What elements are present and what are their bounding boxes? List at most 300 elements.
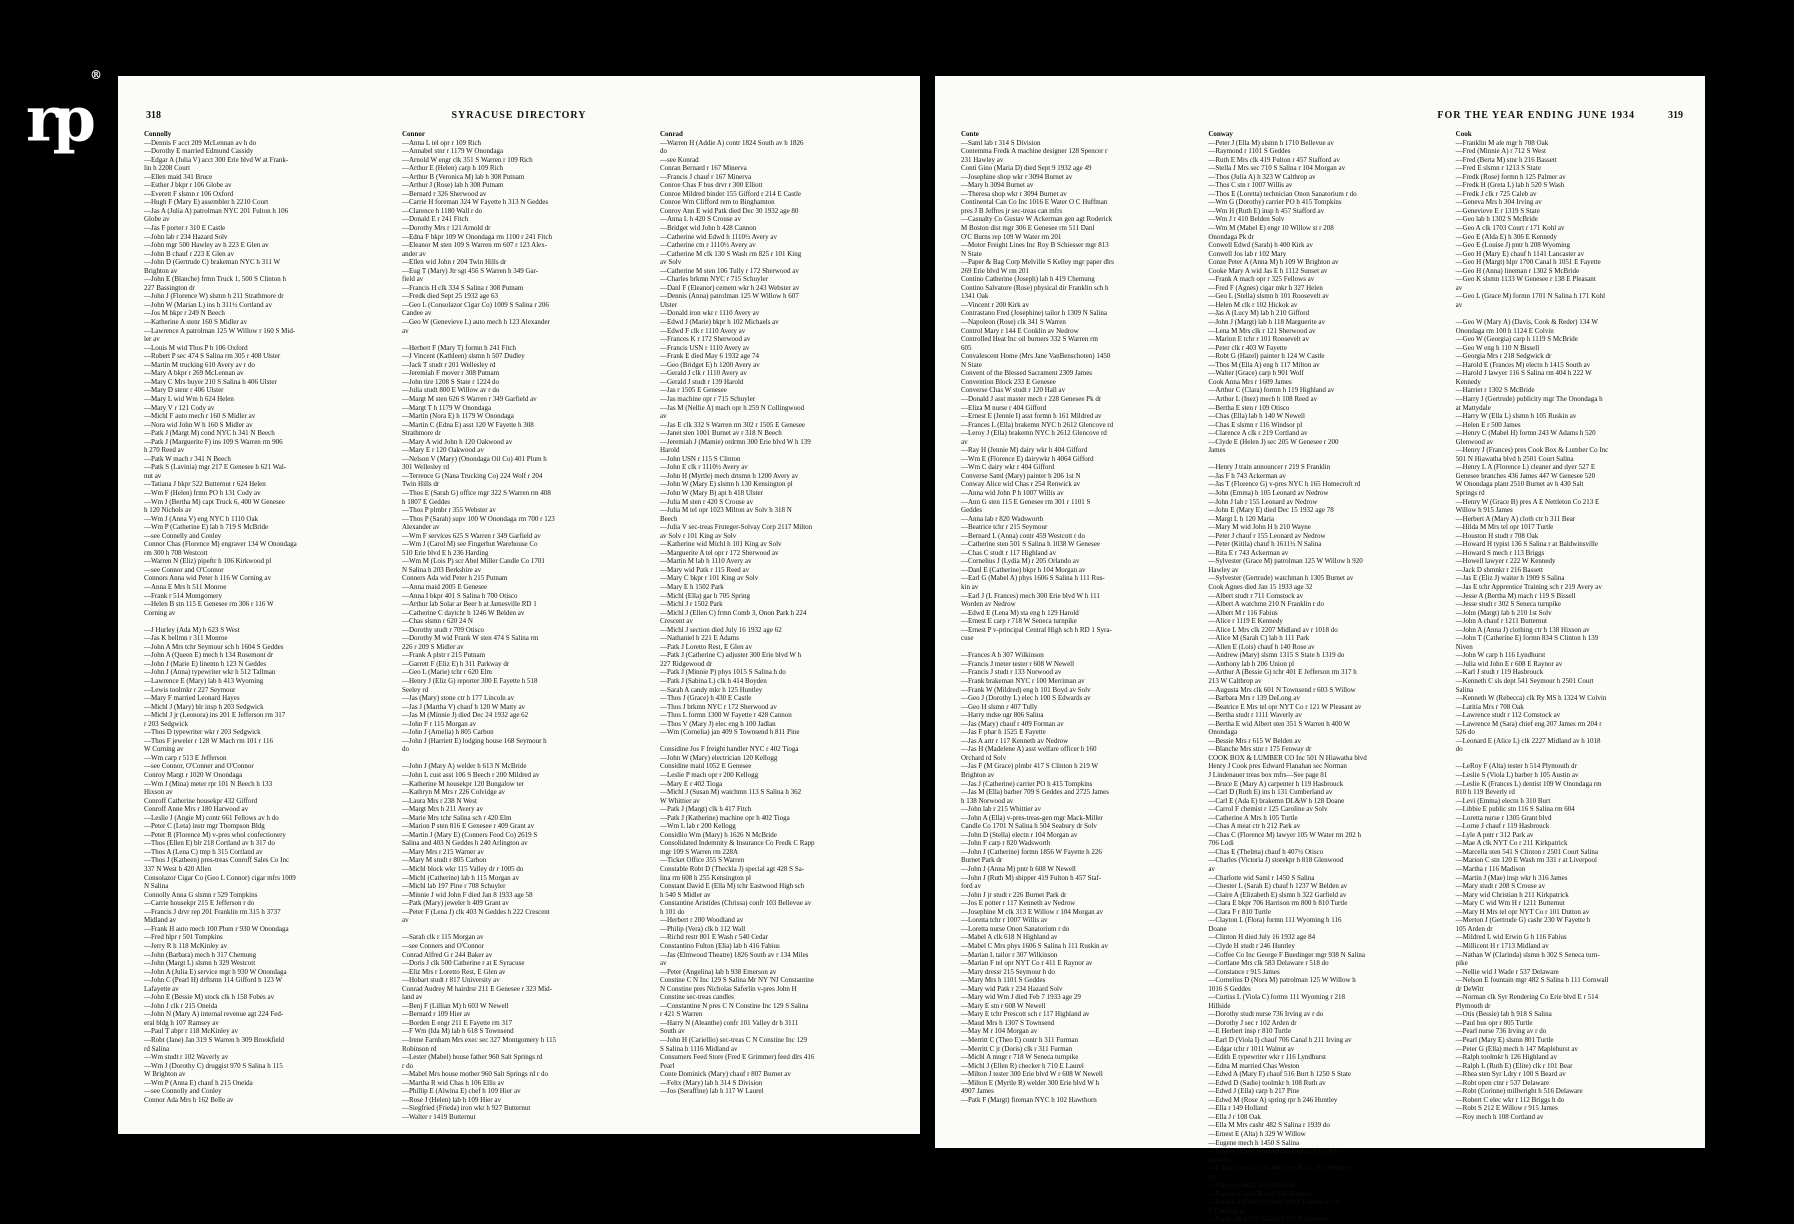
directory-entry: —Francis J (Helen L) pntr 300 E Fayette h 135	[1208, 1198, 1341, 1207]
directory-entry: —Chas slsmn r 620 24 N	[402, 617, 473, 626]
directory-entry: —Andrew (Mary) slsmn 1315 S State h 1319 do	[1208, 651, 1345, 660]
directory-entry: Plymouth dr	[1455, 1001, 1491, 1010]
directory-entry: —John L cust asst 106 S Beech r 200 Mildred av	[402, 771, 540, 780]
directory-entry: —Annabel stnr r 1179 W Onondaga	[402, 147, 504, 156]
directory-entry: —Phillip E (Alwina E) chef h 109 Hier av	[402, 1087, 521, 1096]
column-heading: Cook	[1455, 130, 1472, 138]
directory-entry: —John (Margt L) slsmn h 329 Westcott	[144, 959, 256, 968]
directory-entry: —Peter J (Ella M) slsmn h 1710 Bellevue av	[1208, 138, 1334, 147]
directory-entry: —Edna F bkpr 109 W Onondaga rm 1100 r 241 Fitch	[402, 232, 552, 241]
directory-entry: —Margt Mrs h 211 Avery av	[402, 805, 483, 814]
directory-entry: —Thos E (Loretta) technician Onon Sanatorium r do	[1208, 189, 1357, 198]
directory-entry: —Marion C stn 120 E Wash rm 331 r at Liverpool	[1455, 856, 1597, 865]
directory-entry: —Anna L tel opr r 109 Rich	[402, 138, 482, 147]
column-heading: Connolly	[144, 130, 172, 138]
directory-entry: —Fred (Berta M) stnr h 216 Bassett	[1455, 155, 1557, 164]
directory-entry: —Merritt C (Theo E) contr h 311 Furman	[961, 1035, 1078, 1044]
directory-entry: —Mary wid Christian h 211 Kirkpatrick	[1455, 890, 1569, 899]
directory-entry: —Geo K slsmn 1133 W Genesee r 138 E Pleasant	[1455, 275, 1596, 284]
directory-entry: —Carl E (Ada E) brakemn DL&W h 128 Doane	[1208, 796, 1345, 805]
directory-entry: —Thos J brkmn NYC r 172 Sherwood av	[660, 702, 777, 711]
directory-entry: —Ernest E (Jennie I) asst formn h 161 Mildred av	[961, 412, 1102, 421]
directory-entry: Conti Gino (Maria D) died Sept 9 1932 age 49	[961, 164, 1092, 173]
directory-entry: —Rhea sten Syr Ldry r 100 S Beard av	[1455, 1070, 1566, 1079]
directory-entry: —Mary h 3094 Burnet av	[961, 181, 1034, 190]
directory-entry: —Edwd M (Rose A) spring rpr h 246 Huntley	[1208, 1095, 1338, 1104]
directory-entry: r do	[402, 1061, 414, 1070]
directory-entry: —Jerry R h 118 McKinley av	[144, 941, 228, 950]
directory-entry: —Dorothy J sec r 102 Arden dr	[1208, 1018, 1297, 1027]
directory-column	[660, 130, 898, 1124]
directory-entry: —Sylvester (Grace M) patrolman 125 W Willow h 920	[1208, 557, 1363, 566]
directory-entry: N Salina h 203 Berkshire av	[402, 565, 482, 574]
directory-entry: —Michl J (Ellen R) checker h 710 E Laurel	[961, 1061, 1084, 1070]
directory-entry: —Loretta nurse Onon Sanatorium r do	[961, 924, 1070, 933]
directory-entry: —Wm studt r 102 Waverly av	[144, 1053, 229, 1062]
directory-entry: —Terrence G (Nana Trucking Co) 224 Wolf r 204	[402, 471, 543, 480]
directory-entry: —Anna L h 420 S Crouse av	[660, 215, 742, 224]
directory-entry: —Katherine M housekpr 120 Bungalow ter	[402, 779, 524, 788]
directory-entry: —Julia M tel opr 1023 Milton av Solv h 318 N	[660, 506, 792, 515]
registered-mark: ®	[90, 68, 103, 82]
directory-entry: James	[1208, 446, 1226, 455]
directory-entry: —Martin J (Mae) insp wkr h 316 James	[1455, 873, 1568, 882]
directory-entry: —John J (Mary A) welder h 613 N McBride	[402, 762, 527, 771]
directory-entry: Conroff Catherine housekpr 432 Gifford	[144, 796, 258, 805]
directory-entry: —Marcella sten 541 S Clinton r 2501 Court Salina	[1455, 847, 1598, 856]
directory-entry: —Casualty Co Gustav W Ackerman gen agt Roderick	[961, 215, 1113, 224]
directory-entry: —Kathryn M Mrs r 226 Colvidge av	[402, 788, 506, 797]
directory-entry: —Mary E r 402 Tioga	[660, 779, 723, 788]
directory-entry: —Geo L (Consolazor Cigar Co) 1009 S Salina r 206	[402, 300, 549, 309]
directory-entry: —Robt (Jane) Jan 319 S Warren h 309 Brookfield	[144, 1035, 285, 1044]
directory-entry: —E Herbert insp r 810 Turtle	[1208, 1027, 1291, 1036]
directory-entry: —Fredk H (Greta L) lab h 520 S Wash	[1455, 181, 1565, 190]
directory-entry: Conwell Jos lab r 102 Mary	[1208, 249, 1287, 258]
directory-entry: 301 Wellesley rd	[402, 463, 450, 472]
directory-entry: —Catherine M sten 106 Tully r 172 Sherwood av	[660, 266, 799, 275]
directory-entry: dr DeWitt	[1455, 984, 1484, 993]
directory-entry: —Charlotte wid Saml r 1450 S Salina	[1208, 873, 1315, 882]
directory-entry: —Patk F (Margt) fireman NYC h 102 Hawthorn	[961, 1095, 1097, 1104]
directory-entry: —Jas F h 743 Ackerman av	[1208, 471, 1286, 480]
directory-entry: —John H (Cariellio) sec-treas C N Constine Inc 129	[660, 1035, 807, 1044]
directory-entry: N State	[961, 360, 982, 369]
directory-entry: —Jas F phar h 1525 E Fayette	[961, 728, 1046, 737]
directory-entry: —Frank brakeman NYC r 100 Merriman av	[961, 677, 1085, 685]
directory-entry: —John J (Amelia) h 805 Carbon	[402, 728, 494, 737]
directory-entry: —Wm F (Helen) frmn PO h 131 Cody av	[144, 488, 261, 497]
directory-entry: —Chas A meat ctr h 212 Park av	[1208, 822, 1301, 831]
directory-entry: —Jas M (Minnie J) died Dec 24 1932 age 62	[402, 711, 529, 720]
directory-entry: —Ray H (Jennie M) dairy wkr h 404 Gifford	[961, 446, 1088, 455]
directory-entry: —Harry W (Ella L) slsmn h 105 Ruskin av	[1455, 412, 1577, 421]
directory-entry: —Francis J chauf r 167 Minerva	[660, 172, 752, 181]
directory-entry: —Howell lawyer r 222 W Kennedy	[1455, 557, 1556, 566]
directory-entry: —F Roy (Lena E) lab 400 City Hall r 205 Webster	[1208, 1164, 1350, 1173]
directory-entry: h 101 do	[660, 907, 685, 916]
directory-entry: Considlio Wm (Mary) h 1626 N McBride	[660, 830, 777, 839]
directory-entry: land av	[402, 993, 423, 1002]
directory-entry: —Mary E tchr Prescott sch r 117 Highland av	[961, 1010, 1090, 1019]
directory-entry: —John J (Florence W) slsmn h 211 Strathmore dr	[144, 292, 284, 301]
directory-entry: —Josephine M clk 313 E Willow r 104 Morgan av	[961, 907, 1103, 916]
directory-entry: —Michl J jr (Leonora) ins 201 E Jefferson rm 317	[144, 711, 286, 720]
directory-entry: —Hugh F (Mary E) assembler h 2210 Court	[144, 198, 269, 207]
directory-entry: —John W (Mary E) slsmn h 130 Kensington pl	[660, 480, 793, 489]
directory-entry: h 540 S Midler av	[660, 890, 711, 899]
directory-entry: —Wm J (Anna V) eng NYC h 1110 Oak	[144, 514, 259, 523]
directory-entry: —Geo H (Mary E) chauf h 1141 Lancaster av	[1455, 249, 1585, 258]
directory-entry: —Patk W mach r 341 N Beech	[144, 454, 231, 463]
directory-entry: —John E (Blanche) frmn Truck 1, 500 S Clinton h	[144, 275, 286, 284]
directory-entry: —Mary E stn r 608 W Newell	[961, 1001, 1046, 1010]
directory-entry: Conroff Anne Mrs r 180 Harwood av	[144, 805, 249, 814]
directory-column	[402, 130, 640, 1124]
directory-entry: —Margt L h 120 Maria	[1208, 514, 1275, 523]
directory-entry: —John A (Anna J) clothing ctr h 138 Hixson av	[1455, 625, 1590, 634]
directory-entry: —Earl D (Viola I) chauf 706 Canal h 211 Irving av	[1208, 1035, 1352, 1044]
directory-entry: —Mary C Mrs buyer 210 S Salina h 406 Ulster	[144, 377, 277, 386]
directory-entry: r 203 Sedgwick	[144, 719, 188, 728]
directory-entry: lin h 2208 Court	[144, 164, 191, 173]
directory-entry: —Katherine A stenr 160 S Midler av	[144, 318, 248, 327]
directory-entry: —Marion E tchr r 101 Roosevelt av	[1208, 335, 1310, 344]
directory-entry: Constine sec-treas candles	[660, 993, 734, 1002]
directory-entry: —Jas (Mary) stone ctr h 177 Lincoln av	[402, 694, 515, 703]
directory-entry: —Eleanor M sten 109 S Warren rm 607 r 123 Alex-	[402, 241, 548, 250]
directory-entry: —Helen E r 500 James	[1455, 420, 1521, 429]
directory-entry: —Chas C (Florence M) lawyer 105 W Water rm 202 h	[1208, 830, 1361, 839]
directory-entry: Niven	[1455, 642, 1473, 651]
directory-entry: —Bertha studt r 1111 Waverly av	[1208, 711, 1302, 720]
left-page-title: SYRACUSE DIRECTORY	[451, 110, 587, 121]
directory-entry: Doane	[1208, 924, 1227, 933]
directory-entry: —Jas J (Catherine) carrier PO h 415 Tompkins	[961, 779, 1093, 788]
directory-entry: —Frank H auto mech 100 Plum r 930 W Onondaga	[144, 924, 289, 933]
directory-entry: —Catherine C daytchr h 1246 W Belden av	[402, 608, 525, 617]
directory-entry: Conroy Ann E wid Patk died Dec 30 1932 age 80	[660, 206, 799, 215]
directory-entry: —Harry J (Gertrude) publicity mgr The Onondaga h	[1455, 394, 1603, 403]
directory-entry: ford av	[961, 882, 982, 891]
directory-entry: Converse Saml (Mary) painter h 206 1st N	[961, 471, 1081, 480]
directory-entry: —Albert A watchmn 210 N Franklin r do	[1208, 600, 1325, 609]
directory-entry: W Brighton av	[144, 1070, 186, 1079]
directory-entry: —Geo W (Genevieve L) auto mech h 123 Alexander	[402, 318, 550, 327]
directory-entry: —Geo J (Dorothy L) elec h 100 S Edwards av	[961, 694, 1091, 703]
directory-entry: —Henry W (Grace B) pres A E Nettleton Co 213 E	[1455, 497, 1600, 506]
directory-entry: —Wm J (Mina) meter rpr 101 N Beech h 133	[144, 779, 273, 788]
directory-entry: —Leslie K (Frances L) dentist 109 W Onondaga rm	[1455, 779, 1602, 788]
directory-entry: —Peter clk r 403 W Fayette	[1208, 343, 1287, 352]
directory-entry: Midland av	[144, 916, 177, 925]
directory-entry: —Bruce E (Mary A) carpenter h 119 Hasbrouck	[1208, 779, 1344, 788]
directory-entry: —Mary V r 121 Cody av	[144, 403, 215, 412]
directory-entry: —Arnold W engr clk 351 S Warren r 109 Rich	[402, 155, 533, 164]
directory-entry: —see Connolly and Conley	[144, 1087, 222, 1096]
directory-entry: —Constantine N pres C N Constine Inc 129 S Salina	[660, 1001, 809, 1010]
directory-entry: —Siegfried (Frieda) iron wkr h 927 Butternut	[402, 1104, 531, 1113]
directory-entry: —John D (Gertrude C) brakeman NYC h 311 W	[144, 258, 281, 267]
directory-entry: 105 Arden dr	[1455, 924, 1493, 933]
directory-entry: —Thos J (Grace) h 430 E Castle	[660, 694, 752, 703]
directory-entry: E Corning av	[1208, 1206, 1246, 1215]
directory-entry: —Wm P (Anna E) chauf h 215 Oneida	[144, 1078, 253, 1087]
directory-entry: —Frank W (Mildred) eng h 101 Boyd av Solv	[961, 685, 1091, 694]
directory-entry: —Edgar A (Julia V) acct 300 Erie blvd W at Frank-	[144, 155, 289, 164]
directory-entry: —Constance r 915 James	[1208, 967, 1280, 976]
directory-entry: —Arthur B (Veronica M) lab h 308 Putnam	[402, 172, 525, 181]
directory-entry: —John J jr studt r 226 Burnet Park dr	[961, 890, 1067, 899]
directory-entry: —Mary A bkpr r 269 McLennan av	[144, 369, 244, 378]
directory-entry: 231 Hawley av	[961, 155, 1004, 164]
directory-entry: —Thos P plmbr r 355 Webster av	[402, 506, 496, 515]
directory-entry: —Fredk J clk r 725 Caleb av	[1455, 189, 1537, 198]
directory-entry: —Louis M wid Thos P h 106 Oxford	[144, 343, 248, 352]
directory-entry: —Ella M Mrs cashr 482 S Salina r 1939 do	[1208, 1121, 1330, 1130]
directory-entry: —Peter (Angelina) lab h 938 Emerson av	[660, 967, 777, 976]
directory-entry: av	[660, 412, 667, 421]
directory-entry: —Tatiana J bkpr 522 Butternut r 624 Helen	[144, 480, 266, 489]
directory-entry: —Jas F (M Grace) plmbr 417 S Clinton h 219 W	[961, 762, 1099, 771]
directory-entry: —Franklin M ale mgr h 708 Oak	[1455, 138, 1549, 147]
directory-entry: Contrastano Fred (Josephine) tailor h 1309 N Salina	[961, 309, 1108, 318]
directory-entry: —Rita E r 743 Ackerman av	[1208, 548, 1289, 557]
directory-entry: Onondaga	[1208, 728, 1238, 737]
directory-entry: —Garrett F (Eliz E) h 311 Parkway dr	[402, 659, 510, 668]
directory-entry: —John (Margt) lab h 210 1st Solv	[1455, 608, 1552, 617]
directory-entry: Pearl	[660, 1061, 675, 1070]
directory-entry: —Frances studt r 102 Arden dr	[1208, 1181, 1296, 1190]
directory-entry: —Ella r 149 Holland	[1208, 1104, 1268, 1113]
directory-entry: —Earl J (L Frances) mech 300 Erie blvd W h 111	[961, 591, 1100, 600]
directory-entry: —Carrie H foreman 324 W Fayette h 313 N Geddes	[402, 198, 549, 207]
directory-entry: —Mildred L wid Erwin G h 116 Fabius	[1455, 933, 1567, 942]
directory-entry: —Peter C (Leta) instr mgr Thompson Bldg	[144, 822, 265, 831]
directory-entry: —Jack T studt r 201 Wellesley rd	[402, 360, 496, 369]
directory-entry: —Chas E slsmn r 116 Windsor pl	[1208, 420, 1303, 429]
directory-entry: —Thos (Julia A) h 323 W Calthrop av	[1208, 172, 1316, 181]
directory-entry: av	[1455, 283, 1463, 292]
directory-entry: Robinson rd	[402, 1044, 437, 1053]
directory-entry: ler av	[144, 335, 160, 344]
directory-entry: —Donald J asst master mech r 228 Genesee Pk dr	[961, 394, 1102, 403]
directory-entry	[660, 737, 898, 746]
directory-entry: Continental Can Co Inc 1016 E Water O C Huffman	[961, 198, 1108, 207]
directory-entry: —Ernest E (Alta) h 329 W Willow	[1208, 1129, 1306, 1138]
directory-entry: —Houston H studt r 708 Oak	[1455, 531, 1539, 540]
directory-entry: S Salina h 1116 Midland av	[660, 1044, 738, 1053]
directory-entry: —Paul bus opr r 805 Turtle	[1455, 1018, 1533, 1027]
directory-entry: —Howard H typist 136 S Salina r at Baldwinsville	[1455, 540, 1598, 549]
directory-entry: Willow h 915 James	[1455, 506, 1513, 515]
directory-entry: —Alice M (Sarah C) lab h 111 Park	[1208, 634, 1310, 643]
directory-entry: rd Salina	[144, 1044, 170, 1053]
directory-entry: —Gerald J studt r 139 Harold	[660, 377, 744, 386]
directory-entry: —Arthur E (Helen) carp h 109 Rich	[402, 164, 504, 173]
directory-entry: —Arthur A (Bessie G) tchr 401 E Jefferson rm 317 h	[1208, 668, 1357, 677]
directory-entry: av Solv	[660, 258, 682, 267]
directory-entry: —Mary C bkpr r 101 King av Solv	[660, 574, 759, 583]
directory-entry: Kennedy	[1455, 377, 1481, 386]
directory-entry: —Chas C studt r 117 Highland av	[961, 548, 1057, 557]
directory-entry: —Frank r 514 Montgomery	[144, 591, 222, 600]
directory-entry: —John lab r 234 Hazard Solv	[144, 232, 228, 241]
directory-entry: —Henry J (Eliz G) reporter 300 E Fayette h 518	[402, 677, 538, 685]
directory-entry: —Patk J Loretto Rest, E Glen av	[660, 642, 752, 651]
directory-entry: av	[961, 437, 968, 446]
directory-entry: —Stella J Mrs sec 710 S Salina r 104 Morgan av	[1208, 164, 1346, 173]
directory-entry: —Wm G (Dorothy) carrier PO h 415 Tompkins	[1208, 198, 1342, 207]
directory-entry: 1016 S Geddes	[1208, 984, 1251, 993]
directory-entry: —Geo E (Louise J) pntr h 208 Wyoming	[1455, 241, 1571, 250]
directory-entry: do	[660, 147, 667, 156]
directory-entry: —Clyde H studt r 246 Huntley	[1208, 941, 1295, 950]
directory-entry	[144, 617, 382, 626]
directory-entry: Geddes	[961, 506, 982, 515]
directory-entry: Conte Dominick (Mary) chauf r 807 Burnet av	[660, 1070, 791, 1079]
directory-entry: —Loretta nurse r 1305 Grant blvd	[1455, 813, 1552, 822]
directory-entry: —Michl J section died July 16 1932 age 62	[660, 625, 782, 634]
directory-entry: —Rose J (Helen) lab h 109 Hier av	[402, 1095, 501, 1104]
directory-entry: —Thos M (Ella A) eng h 117 Milton av	[1208, 360, 1320, 369]
directory-entry: av	[1455, 300, 1463, 309]
directory-entry: —Gerald J clk r 1110 Avery av	[660, 369, 747, 378]
directory-entry: Converse Chas W studt r 120 Hall av	[961, 386, 1066, 395]
directory-entry: —Merton J (Gertrude G) cashr 230 W Fayette h	[1455, 916, 1591, 925]
directory-entry: Controlled Heat Inc oil burners 332 S Warren rm	[961, 335, 1098, 344]
directory-entry: —Bernard r 326 Sherwood av	[402, 189, 487, 198]
directory-entry: —Jesse studt r 302 S Seneca turnpike	[1455, 600, 1562, 609]
directory-entry: —Libbie E public stn 116 S Salina rm 604	[1455, 805, 1575, 814]
directory-entry: —Everett F slsmn r 106 Oxford	[144, 189, 234, 198]
directory-entry: —Pearl (Mary E) slsmn 801 Turtle	[1455, 1035, 1554, 1044]
directory-entry: —Roy mech h 108 Cortland av	[1455, 1112, 1544, 1121]
directory-entry: —Bertha E sten r 109 Otisco	[1208, 403, 1290, 412]
directory-entry: —Jas M (Nellie A) mach opr h 259 N Collingwood	[660, 403, 805, 412]
directory-entry: —Jas r 1505 E Genesee	[660, 386, 727, 395]
directory-entry: Contino Salvatore (Rose) physical dir Franklin sch h	[961, 283, 1109, 292]
directory-entry: —Geo H slsmn r 407 Tully	[961, 702, 1038, 711]
directory-entry: N State	[961, 249, 982, 258]
directory-entry: —Genevieve E r 1319 S State	[1455, 206, 1540, 215]
directory-entry: Conway Alice wid Chas r 254 Renwick av	[961, 480, 1081, 489]
directory-entry: —Peter G (Ella) mech h 147 Maplehurst av	[1455, 1044, 1578, 1053]
directory-entry: Globe av	[144, 215, 170, 224]
column-heading: Conte	[961, 130, 979, 138]
directory-entry: —John W (Mary) electrician 120 Kellogg	[660, 753, 778, 762]
directory-entry: —Millicent H r 1713 Midland av	[1455, 941, 1549, 950]
directory-entry: —Arthur J (Rose) lab h 308 Putnam	[402, 181, 504, 190]
directory-entry: —Jack D shmnkr r 216 Bassett	[1455, 565, 1543, 574]
directory-entry: —Robt S 212 E Willow r 915 James	[1455, 1104, 1558, 1113]
directory-entry: —Merritt C jr (Doris) clk r 311 Furman	[961, 1044, 1073, 1053]
directory-entry: —Katherine wid Michl h 101 King av Solv	[660, 540, 782, 549]
directory-entry: —see Connor, O'Conner and O'Connor	[144, 762, 254, 771]
directory-entry: —Dorothy studt nurse 736 Irving av r do	[1208, 1010, 1324, 1019]
directory-entry: —Ticket Office 355 S Warren	[660, 856, 745, 865]
directory-entry: —Karl J studt r 119 Hasbrouck	[1455, 668, 1544, 677]
directory-entry: —John A Mrs tchr Seymour sch h 1604 S Geddes	[144, 642, 284, 651]
directory-entry: —Feltx (Mary) lab h 314 S Division	[660, 1078, 763, 1087]
directory-entry: —Peter (Kitila) chauf h 1611½ N Salina	[1208, 540, 1322, 549]
directory-entry: —Mary M studt r 805 Carbon	[402, 856, 487, 865]
directory-entry: —Leonard E (Alice L) clk 2227 Midland av h 1018	[1455, 736, 1601, 745]
directory-entry: pres J B Jeffres jr sec-treas can mfrs	[961, 206, 1063, 215]
directory-entry: —Warren N (Eliz) pipeftr h 106 Kirkwood pl	[144, 557, 272, 566]
directory-entry	[1208, 455, 1435, 464]
directory-entry: at Mattydale	[1455, 403, 1491, 412]
directory-entry: —Minnie J wid John F died Jan 8 1933 age 58	[402, 890, 533, 899]
directory-entry: Twin Hills dr	[402, 480, 440, 489]
directory-entry: —Francis J studt r 133 Norwood av	[961, 668, 1062, 677]
directory-entry: 1341 Oak	[961, 292, 989, 301]
directory-entry: Crescent av	[660, 617, 693, 626]
directory-entry: —Francis J drvr rep 201 Franklin rm 315 h 3737	[144, 907, 281, 916]
directory-entry: —Bernard L (Anna) contr 459 Westcott r do	[961, 531, 1086, 540]
logo-text: rp	[26, 82, 91, 156]
directory-entry: N Salina	[144, 882, 169, 891]
directory-entry: —Carrol F chemist r 125 Caroline av Solv	[1208, 805, 1328, 814]
directory-entry: W Corning av	[144, 745, 184, 754]
directory-entry: —John J (Anna M) pntr h 608 W Newell	[961, 865, 1076, 874]
directory-entry: —Harry N (Aleanthe) confr 101 Valley dr h 3111	[660, 1018, 799, 1027]
directory-column	[961, 130, 1188, 1138]
directory-entry: —Patk J (Minnie P) phys 1015 S Salina h do	[660, 668, 786, 677]
directory-entry: —John J (Catherine) formn 1856 W Fayette h 226	[961, 847, 1102, 856]
directory-entry: —Wm C dairy wkr r 404 Gifford	[961, 463, 1055, 472]
directory-entry: —Anna maid 2005 E Genesee	[402, 582, 488, 591]
directory-entry: Constine C N Inc 129 S Salina Mr NY 'NJ Constantine	[660, 976, 814, 985]
directory-entry: —Beatrice tchr r 215 Seymour	[961, 523, 1048, 532]
directory-entry: —Jas A artr r 117 Kenneth av Nedrow	[961, 736, 1069, 745]
directory-entry: —Mary C wid Wm H r 1211 Butternut	[1455, 899, 1565, 908]
directory-entry: —Alice L Mrs clk 2207 Midland av r 1018 do	[1208, 625, 1338, 634]
left-page-number: 318	[146, 110, 161, 121]
directory-entry: —Charles brkmn NYC r 715 Schuyler	[660, 275, 768, 284]
directory-entry: —Patk J (Margt) clk h 417 Fitch	[660, 805, 752, 814]
directory-entry: —John W (Mary B) apt h 418 Ulster	[660, 488, 763, 497]
directory-entry: h 138 Norwood av	[961, 796, 1014, 805]
directory-entry: —Edwd A (Mary F) chauf 516 Burt h 1250 S State	[1208, 1070, 1352, 1079]
directory-entry: —John J (Harriett E) lodging house 168 Seymour h	[402, 736, 547, 745]
directory-entry: —Leslie S (Viola L) barber h 105 Austin av	[1455, 771, 1579, 780]
directory-entry: —Eug T (Mary) Jtr sgt 456 S Warren h 349 Gar-	[402, 266, 539, 275]
directory-entry: —Thos V (Mary J) elec eng h 100 Jadlan	[660, 719, 776, 728]
directory-entry: —Francis J meter tester r 608 W Newell	[961, 659, 1075, 668]
directory-entry: Candle Co 1701 N Salina h 504 Seabury dr Solv	[961, 822, 1097, 831]
directory-entry: —Otis (Bessie) lab h 918 S Salina	[1455, 1010, 1552, 1019]
directory-entry: —Michl J r 1502 Park	[660, 600, 723, 609]
directory-entry: pike	[1455, 959, 1468, 968]
directory-entry: 269 Erie blvd W rm 201	[961, 266, 1029, 275]
directory-entry: —Fredk died Sept 25 1932 age 63	[402, 292, 499, 301]
directory-entry: —Mabel A clk 618 N Highland av	[961, 933, 1058, 942]
directory-entry: av	[1208, 1172, 1215, 1181]
directory-entry: —Dorothy studt r 709 Otisco	[402, 625, 485, 634]
directory-entry: Henry J Cook pres Edward Flanahan sec Norman	[1208, 762, 1347, 771]
directory-entry: —Motor Freight Lines Inc Roy B Schiesser mgr 813	[961, 241, 1109, 250]
directory-entry: Connor Chas (Florence M) engraver 134 W Onondaga	[144, 540, 297, 549]
directory-entry: —Ellen maid 341 Bruce	[144, 172, 213, 181]
directory-entry: av	[1208, 865, 1215, 874]
directory-entry: —Harold J lawyer 116 S Salina rm 404 h 222 W	[1455, 369, 1592, 378]
directory-entry: —John B chauf r 223 E Glen av	[144, 249, 235, 258]
directory-entry: —Fred F (Agnes) cigar mkr h 327 Helen	[1208, 283, 1323, 292]
directory-entry: —Jas A (Lucy M) lab h 210 Gifford	[1208, 309, 1310, 318]
directory-entry: Considine Jos F freight handler NYC r 402 Tioga	[660, 745, 799, 754]
directory-entry: —Allen E (Lois) chauf h 140 Rose av	[1208, 642, 1315, 651]
